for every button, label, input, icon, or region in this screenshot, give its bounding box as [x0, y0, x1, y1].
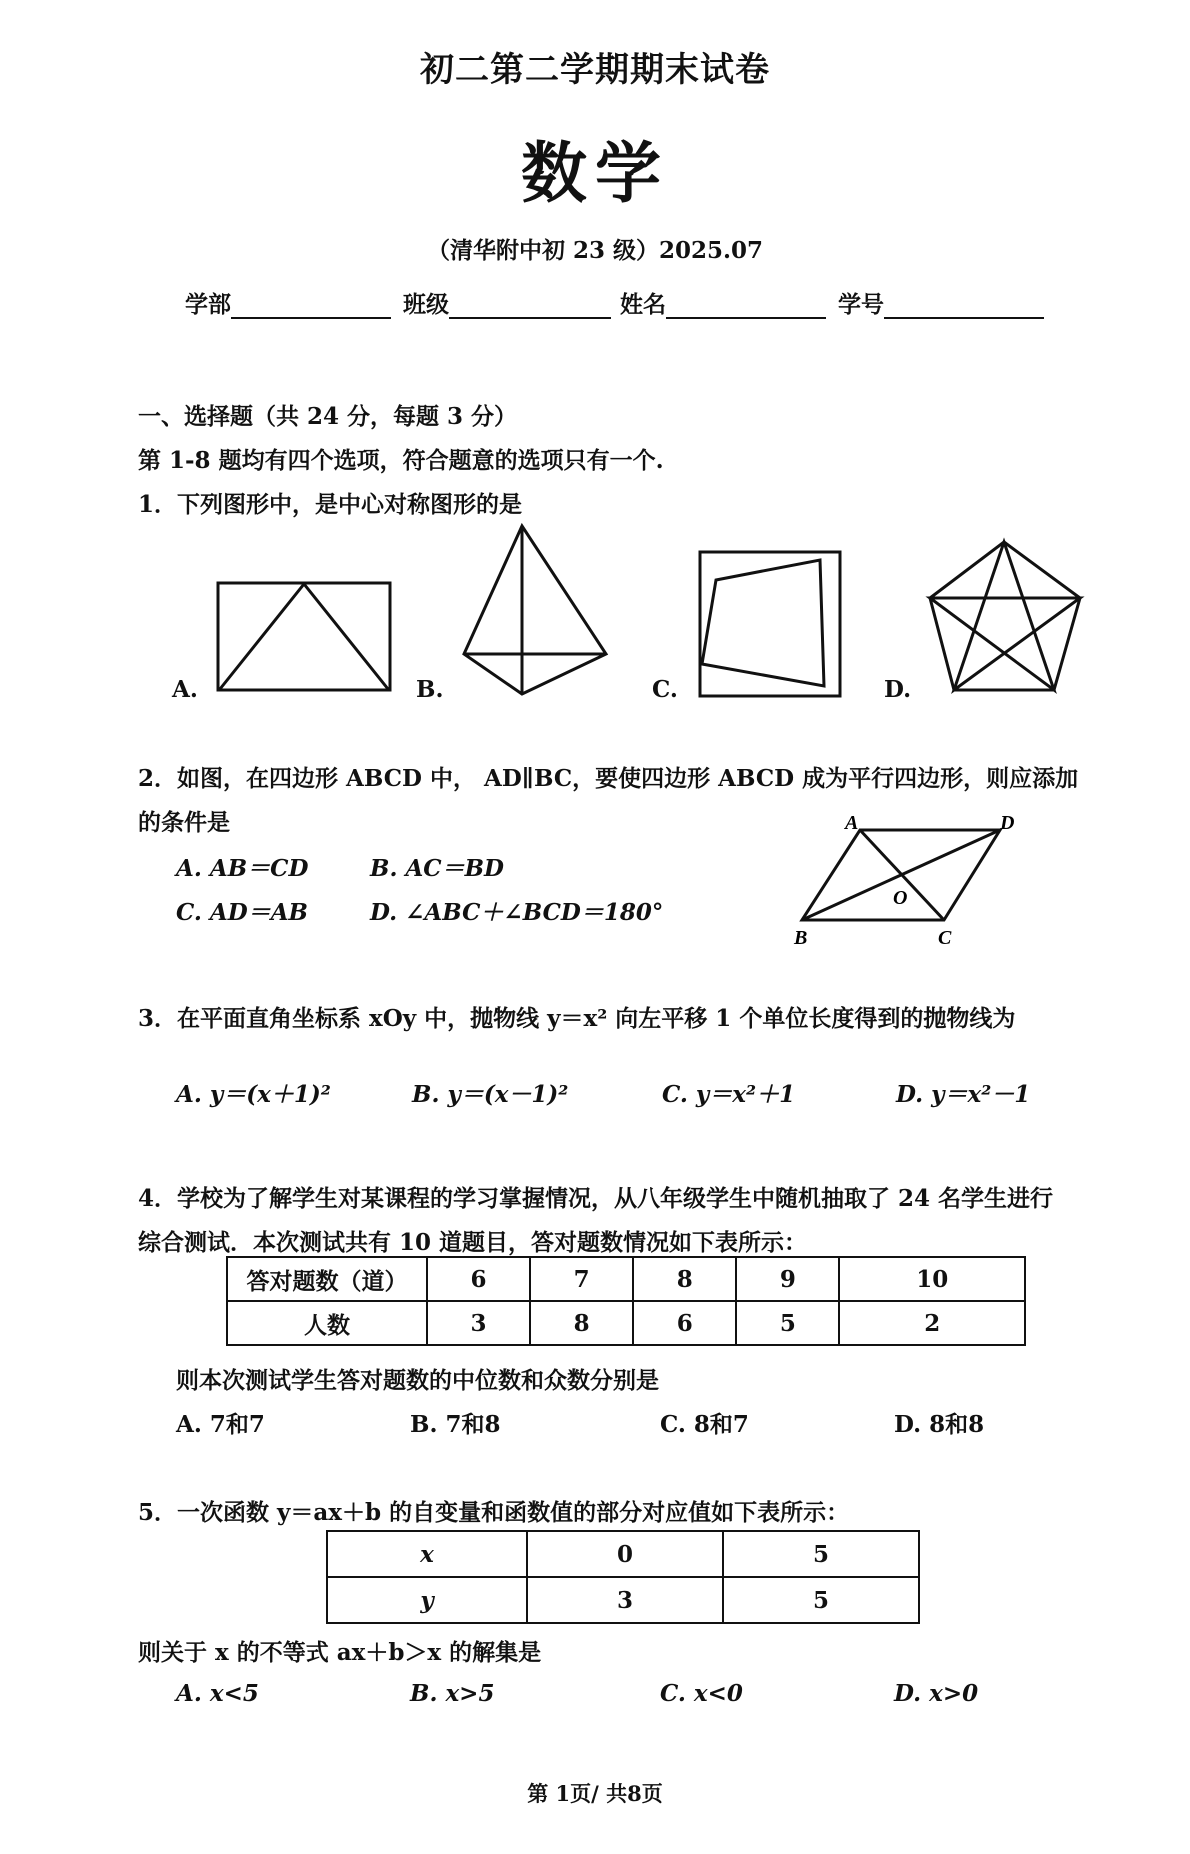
q5-option-d[interactable]: D. x>0	[894, 1680, 979, 1707]
q2-option-d[interactable]: D. ∠ABC＋∠BCD＝180°	[370, 899, 664, 926]
q5-option-c[interactable]: C. x<0	[660, 1680, 743, 1707]
q1-option-b[interactable]: B.	[416, 676, 444, 703]
q3-option-d[interactable]: D. y＝x²－1	[896, 1081, 1031, 1108]
table-cell: 0	[527, 1531, 723, 1577]
q2-option-b[interactable]: B. AC＝BD	[370, 855, 504, 882]
q1-option-c[interactable]: C.	[652, 676, 678, 703]
table-row	[227, 1301, 1025, 1345]
exam-title: 初二第二学期期末试卷	[420, 50, 770, 90]
vertex-label-a: A	[845, 812, 859, 834]
q3-option-a[interactable]: A. y＝(x＋1)²	[176, 1081, 331, 1108]
q3-option-b[interactable]: B. y＝(x－1)²	[412, 1081, 569, 1108]
field-label: 班级	[403, 291, 449, 318]
q3-stem: 3．在平面直角坐标系 xOy 中，抛物线 y＝x² 向左平移 1 个单位长度得到的抛物线为	[138, 1005, 1016, 1032]
table-row	[227, 1257, 1025, 1301]
table-cell: 9	[736, 1257, 839, 1301]
table-cell: 8	[530, 1301, 633, 1345]
q5-option-b[interactable]: B. x>5	[410, 1680, 495, 1707]
field-label: 姓名	[620, 291, 666, 318]
table-cell: y	[327, 1577, 527, 1623]
subject-title: 数学	[521, 134, 669, 212]
table-row	[327, 1577, 919, 1623]
table-cell: x	[327, 1531, 527, 1577]
q5-question: 则关于 x 的不等式 ax＋b＞x 的解集是	[138, 1639, 542, 1666]
q4-question: 则本次测试学生答对题数的中位数和众数分别是	[176, 1367, 659, 1394]
page-footer: 第 1页/ 共8页	[527, 1781, 663, 1806]
vertex-label-b: B	[794, 927, 808, 949]
q3-option-c[interactable]: C. y＝x²＋1	[662, 1081, 796, 1108]
table-cell: 10	[839, 1257, 1025, 1301]
q1-option-d[interactable]: D.	[884, 676, 912, 703]
center-label-o: O	[893, 887, 908, 909]
section-heading: 一、选择题（共 24 分，每题 3 分）	[138, 403, 518, 430]
table-cell: 6	[633, 1301, 736, 1345]
field-label: 学号	[838, 291, 884, 318]
table-cell: 2	[839, 1301, 1025, 1345]
q4-option-b[interactable]: B. 7和8	[410, 1411, 501, 1438]
table-cell: 5	[723, 1577, 919, 1623]
q2-stem-line2: 的条件是	[138, 809, 230, 836]
q4-score-table	[226, 1256, 1026, 1346]
table-cell: 8	[633, 1257, 736, 1301]
table-cell: 3	[527, 1577, 723, 1623]
vertex-label-d: D	[1000, 812, 1015, 834]
table-cell: 5	[723, 1531, 919, 1577]
q4-option-d[interactable]: D. 8和8	[894, 1411, 985, 1438]
q2-option-c[interactable]: C. AD＝AB	[176, 899, 308, 926]
q5-option-a[interactable]: A. x<5	[176, 1680, 259, 1707]
q4-stem-line1: 4．学校为了解学生对某课程的学习掌握情况，从八年级学生中随机抽取了 24 名学生进行	[138, 1185, 1054, 1212]
school-info: （清华附中初 23 级）2025.07	[426, 237, 764, 264]
table-cell: 7	[530, 1257, 633, 1301]
q2-stem-line1: 2．如图，在四边形 ABCD 中， AD∥BC，要使四边形 ABCD 成为平行四边形，则应添加	[138, 765, 1079, 792]
q2-option-a[interactable]: A. AB＝CD	[176, 855, 309, 882]
table-cell: 6	[427, 1257, 530, 1301]
q4-option-c[interactable]: C. 8和7	[660, 1411, 749, 1438]
table-cell: 人数	[227, 1301, 427, 1345]
table-cell: 答对题数（道）	[227, 1257, 427, 1301]
q5-value-table	[326, 1530, 920, 1624]
vertex-label-c: C	[938, 927, 952, 949]
q4-stem-line2: 综合测试．本次测试共有 10 道题目，答对题数情况如下表所示：	[138, 1229, 808, 1256]
table-cell: 3	[427, 1301, 530, 1345]
section-instruction: 第 1-8 题均有四个选项，符合题意的选项只有一个.	[138, 447, 664, 474]
field-label: 学部	[185, 291, 231, 318]
table-cell: 5	[736, 1301, 839, 1345]
q5-stem: 5．一次函数 y＝ax＋b 的自变量和函数值的部分对应值如下表所示：	[138, 1499, 850, 1526]
q4-option-a[interactable]: A. 7和7	[176, 1411, 265, 1438]
table-row	[327, 1531, 919, 1577]
q1-option-a[interactable]: A.	[172, 676, 198, 703]
q1-stem: 1．下列图形中，是中心对称图形的是	[138, 491, 523, 518]
